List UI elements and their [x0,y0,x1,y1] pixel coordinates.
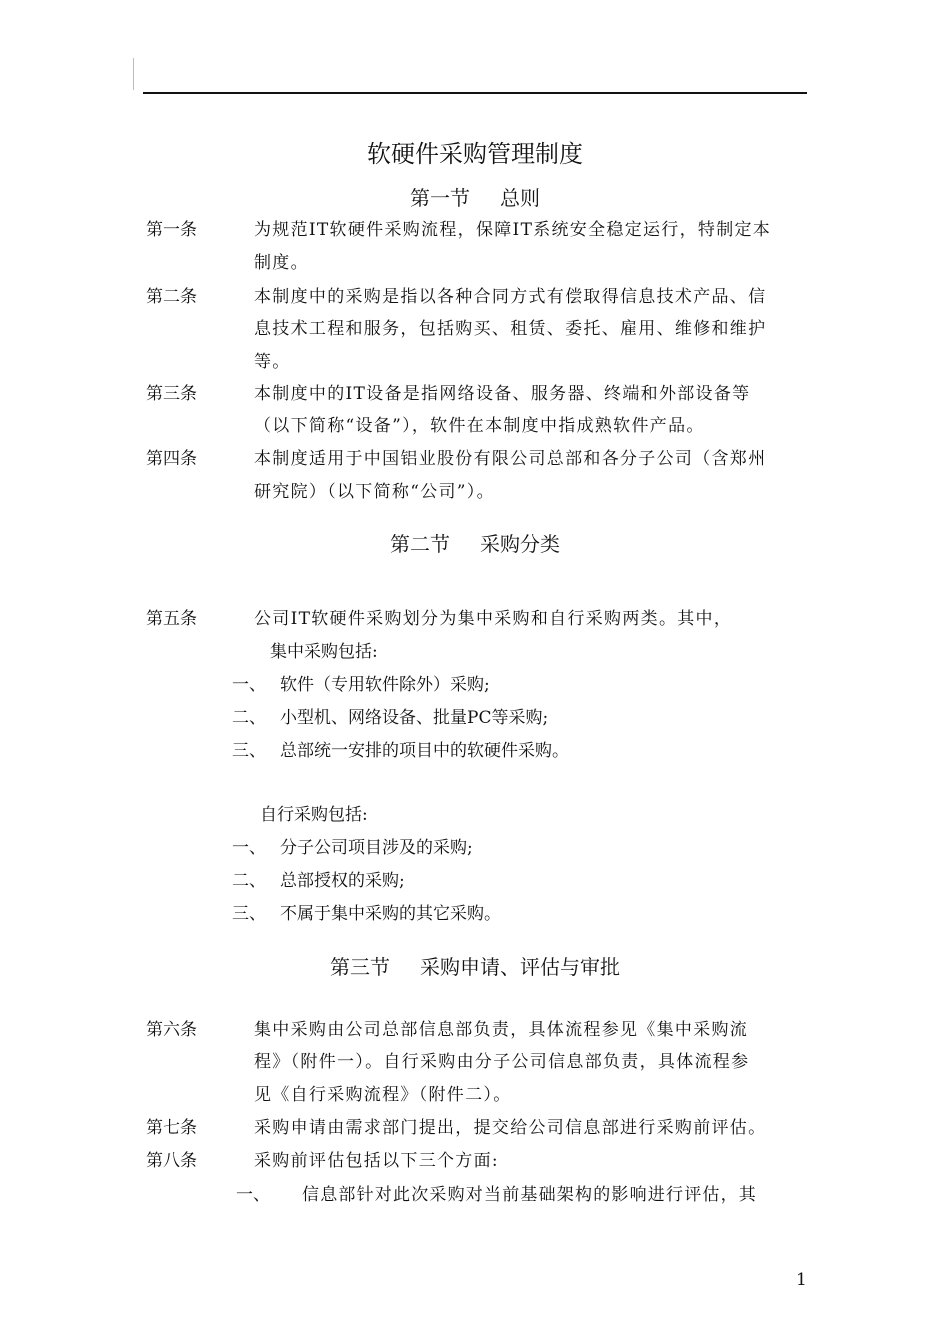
list-item: 小型机、网络设备、批量PC等采购; [280,708,549,728]
article-number: 第二条 [146,287,197,307]
list-item: 软件（专用软件除外）采购; [280,675,490,695]
article-line: 为规范IT软硬件采购流程，保障IT系统安全稳定运行，特制定本 [254,220,772,240]
article-line: 研究院）（以下简称“公司”）。 [254,482,495,502]
list-item: 不属于集中采购的其它采购。 [280,904,501,924]
list-item: 总部统一安排的项目中的软硬件采购。 [280,741,569,761]
article-number: 第八条 [146,1151,197,1171]
section-name: 采购申请、评估与审批 [420,955,620,979]
article-number: 第一条 [146,220,197,240]
list-number: 一、 [232,838,266,858]
section-heading-3 [0,951,950,980]
list-number: 一、 [232,675,266,695]
article-line: （以下简称“设备”），软件在本制度中指成熟软件产品。 [254,416,705,436]
article-number: 第三条 [146,384,197,404]
list-item: 分子公司项目涉及的采购; [280,838,473,858]
list-number: 三、 [232,741,266,761]
article-line: 本制度适用于中国铝业股份有限公司总部和各分子公司（含郑州 [254,449,767,469]
list-item: 总部授权的采购; [280,871,405,891]
list-number: 一、 [236,1185,270,1205]
central-heading: 集中采购包括: [270,642,378,662]
article-number: 第四条 [146,449,197,469]
list-item: 信息部针对此次采购对当前基础架构的影响进行评估，其 [302,1185,757,1205]
article-line: 本制度中的IT设备是指网络设备、服务器、终端和外部设备等 [254,384,751,404]
margin-mark [133,58,134,90]
section-label: 第三节 [330,955,390,979]
self-heading: 自行采购包括: [260,805,368,825]
section-label: 第二节 [390,532,450,556]
article-line: 公司IT软硬件采购划分为集中采购和自行采购两类。其中， [254,609,733,629]
article-number: 第六条 [146,1020,197,1040]
article-line: 息技术工程和服务，包括购买、租赁、委托、雇用、维修和维护 [254,319,767,339]
article-line: 采购前评估包括以下三个方面: [254,1151,499,1171]
section-label: 第一节 [410,186,470,210]
section-heading-1 [0,182,950,211]
section-name: 总则 [500,186,540,210]
article-line: 程》（附件一）。自行采购由分子公司信息部负责，具体流程参 [254,1052,750,1072]
list-number: 二、 [232,871,266,891]
article-line: 见《自行采购流程》（附件二）。 [254,1085,512,1105]
section-heading-2 [0,528,950,557]
header-rule [143,92,807,94]
document-title: 软硬件采购管理制度 [367,140,583,168]
article-line: 制度。 [254,253,309,273]
article-line: 本制度中的采购是指以各种合同方式有偿取得信息技术产品、信 [254,287,767,307]
section-name: 采购分类 [480,532,560,556]
list-number: 二、 [232,708,266,728]
list-number: 三、 [232,904,266,924]
page-number: 1 [796,1270,807,1290]
article-number: 第七条 [146,1118,197,1138]
article-line: 采购申请由需求部门提出，提交给公司信息部进行采购前评估。 [254,1118,767,1138]
article-number: 第五条 [146,609,197,629]
article-line: 集中采购由公司总部信息部负责，具体流程参见《集中采购流 [254,1020,749,1040]
article-line: 等。 [254,352,291,372]
